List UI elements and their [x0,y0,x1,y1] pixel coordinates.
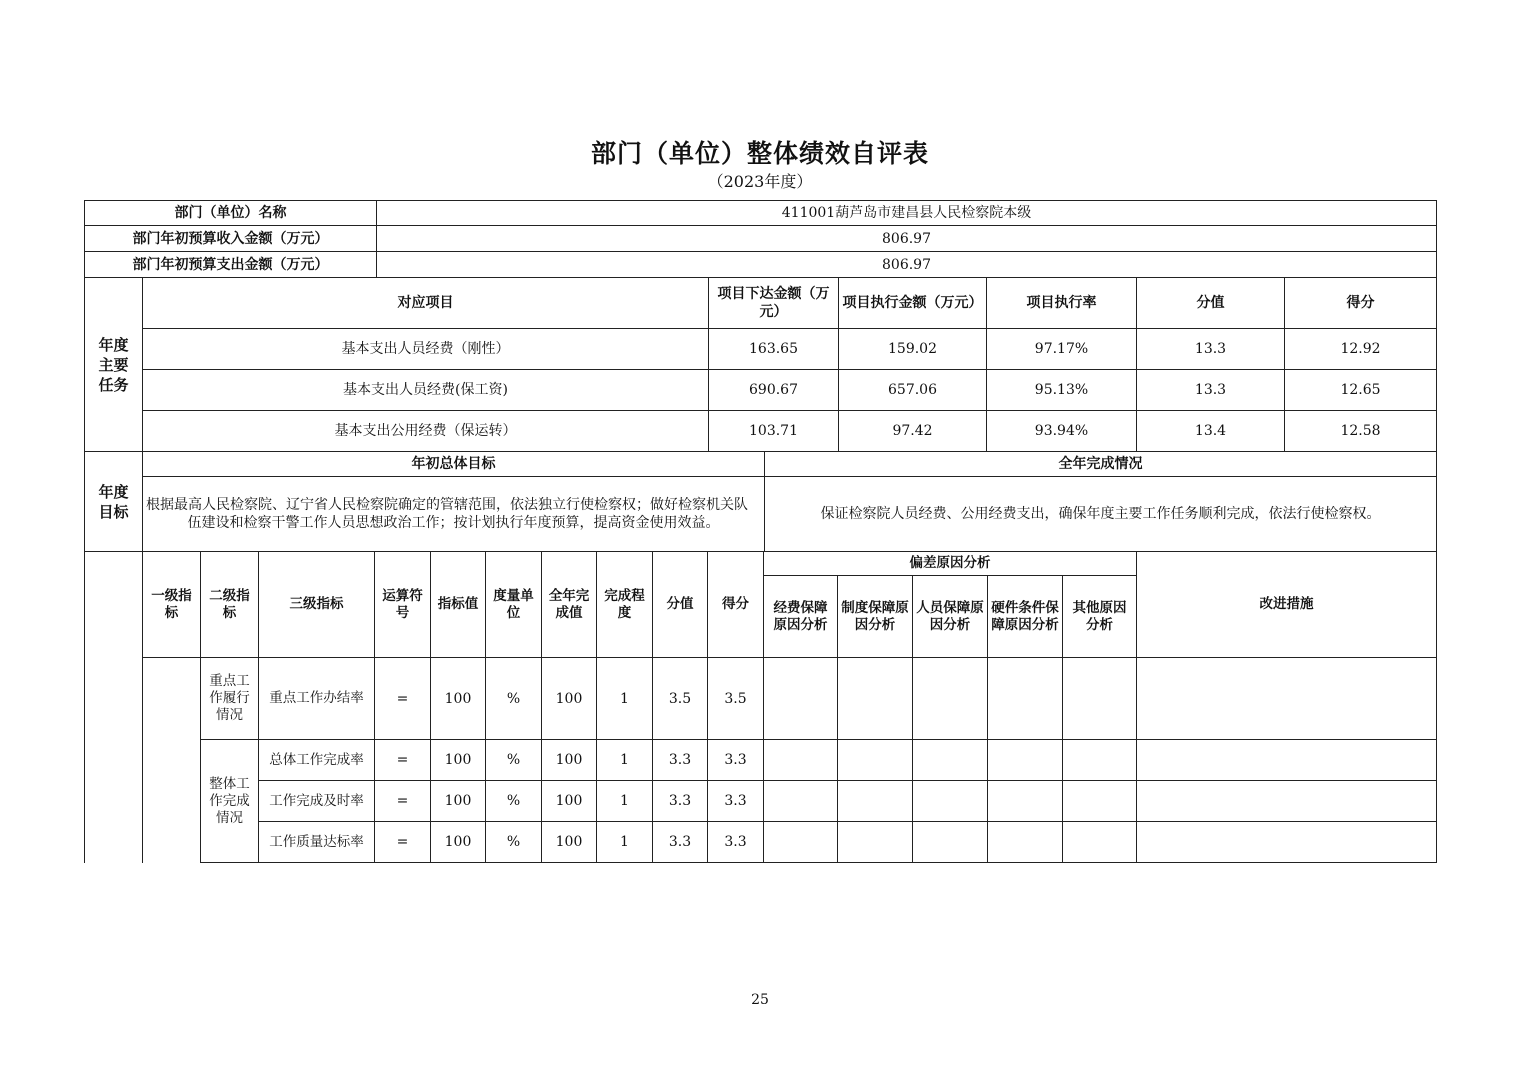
header-item: 对应项目 [143,278,709,329]
header-executed-amount: 项目执行金额（万元） [839,278,987,329]
unit-cell: % [486,658,542,740]
operator-cell: = [375,822,431,863]
indicators-side-cell [85,552,143,863]
task-rate: 93.94% [987,411,1137,452]
other-reason-cell [1063,781,1137,822]
unit-cell: % [486,822,542,863]
indicator-row [85,658,1437,740]
system-reason-cell [838,781,913,822]
degree-cell: 1 [597,781,653,822]
personnel-reason-cell [913,822,988,863]
funding-reason-cell [764,740,838,781]
other-reason-cell [1063,740,1137,781]
unit-name-value: 411001葫芦岛市建昌县人民检察院本级 [377,201,1437,226]
task-row [85,370,1437,411]
system-reason-cell [838,822,913,863]
unit-cell: % [486,781,542,822]
annual-cell: 100 [542,781,597,822]
goals-side-label: 年度目标 [85,452,143,552]
task-score: 12.92 [1285,329,1437,370]
hardware-reason-cell [988,822,1063,863]
header-level1: 一级指标 [143,552,201,658]
header-score-value: 分值 [1137,278,1285,329]
budget-expense-value: 806.97 [377,252,1437,278]
header-execution-rate: 项目执行率 [987,278,1137,329]
task-score-value: 13.3 [1137,370,1285,411]
annual-cell: 100 [542,740,597,781]
header-system-reason: 制度保障原因分析 [838,576,913,658]
page-number: 25 [751,992,769,1008]
indicator-row [85,822,1437,863]
task-score: 12.65 [1285,370,1437,411]
task-executed: 657.06 [839,370,987,411]
hardware-reason-cell [988,740,1063,781]
form-title: 部门（单位）整体绩效自评表 [590,139,929,168]
task-issued: 163.65 [709,329,839,370]
task-issued: 690.67 [709,370,839,411]
score-cell: 3.5 [708,658,764,740]
task-rate: 97.17% [987,329,1137,370]
indicator-row [85,781,1437,822]
budget-income-value: 806.97 [377,226,1437,252]
unit-info-table [84,200,1437,278]
task-item: 基本支出人员经费(保工资) [143,370,709,411]
hardware-reason-cell [988,781,1063,822]
other-reason-cell [1063,822,1137,863]
score-cell: 3.3 [708,781,764,822]
completion-text: 保证检察院人员经费、公用经费支出，确保年度主要工作任务顺利完成，依法行使检察权。 [765,477,1437,552]
funding-reason-cell [764,781,838,822]
level3-cell: 重点工作办结率 [259,658,375,740]
task-score-value: 13.4 [1137,411,1285,452]
header-degree: 完成程度 [597,552,653,658]
header-score-value: 分值 [653,552,708,658]
initial-goal-header: 年初总体目标 [143,452,765,477]
header-issued-amount: 项目下达金额（万元） [709,278,839,329]
funding-reason-cell [764,822,838,863]
score-value-cell: 3.3 [653,740,708,781]
score-value-cell: 3.5 [653,658,708,740]
header-funding-reason: 经费保障原因分析 [764,576,838,658]
score-value-cell: 3.3 [653,822,708,863]
task-row [85,411,1437,452]
improvement-cell [1137,781,1437,822]
header-unit: 度量单位 [486,552,542,658]
unit-cell: % [486,740,542,781]
budget-expense-label: 部门年初预算支出金额（万元） [85,252,377,278]
unit-name-label: 部门（单位）名称 [85,201,377,226]
system-reason-cell [838,740,913,781]
header-score: 得分 [1285,278,1437,329]
task-issued: 103.71 [709,411,839,452]
level3-cell: 总体工作完成率 [259,740,375,781]
form-year: （2023年度） [707,172,813,191]
funding-reason-cell [764,658,838,740]
initial-goal-text: 根据最高人民检察院、辽宁省人民检察院确定的管辖范围，依法独立行使检察权；做好检察机关队伍建设和检察干警工作人员思想政治工作；按计划执行年度预算，提高资金使用效益。 [143,477,765,552]
header-target: 指标值 [431,552,486,658]
task-item: 基本支出人员经费（刚性） [143,329,709,370]
header-level3: 三级指标 [259,552,375,658]
improvement-cell [1137,658,1437,740]
header-score: 得分 [708,552,764,658]
degree-cell: 1 [597,740,653,781]
header-operator: 运算符号 [375,552,431,658]
annual-cell: 100 [542,658,597,740]
improvement-cell [1137,822,1437,863]
completion-header: 全年完成情况 [765,452,1437,477]
annual-tasks-table [84,277,1437,452]
header-deviation: 偏差原因分析 [764,552,1137,576]
task-item: 基本支出公用经费（保运转） [143,411,709,452]
task-score: 12.58 [1285,411,1437,452]
degree-cell: 1 [597,658,653,740]
operator-cell: = [375,740,431,781]
indicator-row [85,740,1437,781]
operator-cell: = [375,781,431,822]
operator-cell: = [375,658,431,740]
score-cell: 3.3 [708,822,764,863]
level3-cell: 工作完成及时率 [259,781,375,822]
budget-income-label: 部门年初预算收入金额（万元） [85,226,377,252]
score-value-cell: 3.3 [653,781,708,822]
header-personnel-reason: 人员保障原因分析 [913,576,988,658]
target-cell: 100 [431,781,486,822]
score-cell: 3.3 [708,740,764,781]
level2-cell: 重点工作履行情况 [201,658,259,740]
hardware-reason-cell [988,658,1063,740]
task-score-value: 13.3 [1137,329,1285,370]
degree-cell: 1 [597,822,653,863]
annual-goals-table [84,451,1437,552]
improvement-cell [1137,740,1437,781]
header-level2: 二级指标 [201,552,259,658]
task-rate: 95.13% [987,370,1137,411]
indicators-table [84,551,1437,863]
personnel-reason-cell [913,658,988,740]
level1-cell [143,658,201,863]
other-reason-cell [1063,658,1137,740]
task-executed: 159.02 [839,329,987,370]
target-cell: 100 [431,740,486,781]
target-cell: 100 [431,822,486,863]
tasks-side-label: 年度主要任务 [85,278,143,452]
level2-cell: 整体工作完成情况 [201,740,259,863]
header-hardware-reason: 硬件条件保障原因分析 [988,576,1063,658]
level3-cell: 工作质量达标率 [259,822,375,863]
header-other-reason: 其他原因分析 [1063,576,1137,658]
annual-cell: 100 [542,822,597,863]
header-improvement: 改进措施 [1137,552,1437,658]
personnel-reason-cell [913,781,988,822]
target-cell: 100 [431,658,486,740]
task-row [85,329,1437,370]
system-reason-cell [838,658,913,740]
personnel-reason-cell [913,740,988,781]
header-annual-value: 全年完成值 [542,552,597,658]
task-executed: 97.42 [839,411,987,452]
